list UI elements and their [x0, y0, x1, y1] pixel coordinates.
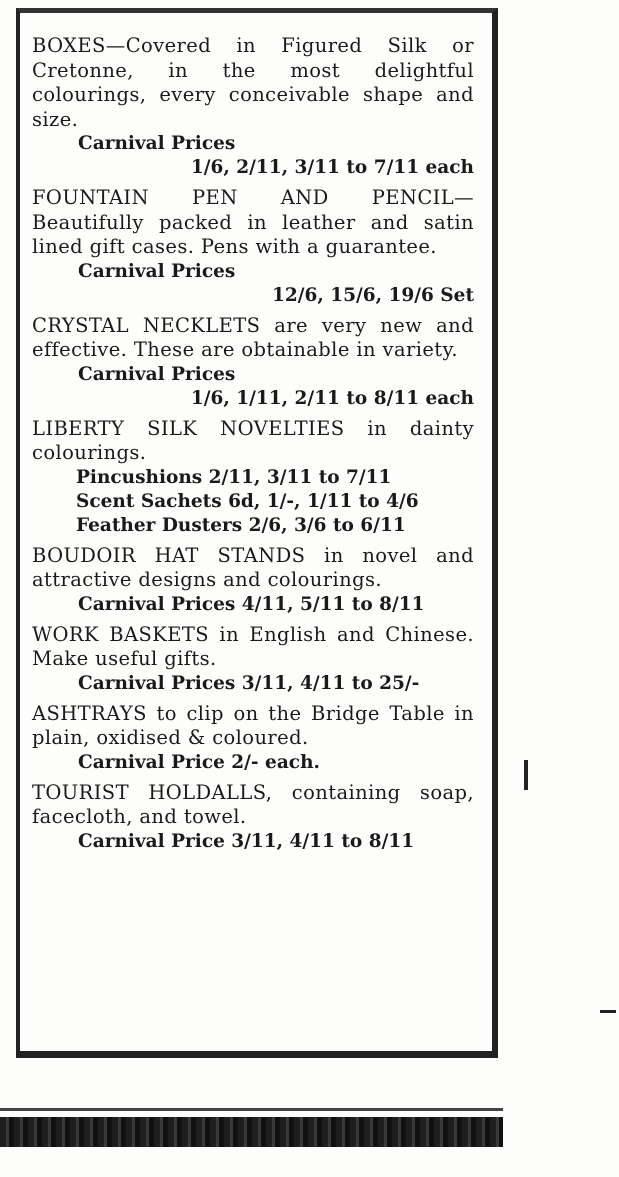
item-description: ASHTRAYS to clip on the Bridge Table in plain, oxidised & coloured.	[32, 701, 474, 749]
price-line: Feather Dusters 2/6, 3/6 to 6/11	[76, 514, 406, 536]
item-liberty-silk	[32, 417, 474, 538]
price-heading: Carnival Prices	[78, 363, 236, 385]
item-description: LIBERTY SILK NOVELTIES in dainty colourings.	[32, 416, 474, 464]
ink-speck	[524, 760, 528, 790]
item-description: WORK BASKETS in English and Chinese. Make useful gifts.	[32, 622, 474, 670]
item-work-baskets	[32, 623, 474, 696]
price-line: 12/6, 15/6, 19/6 Set	[271, 284, 474, 306]
item-description: CRYSTAL NECKLETS are very new and effective. These are obtainable in variety.	[32, 313, 474, 361]
price-line: Carnival Price 3/11, 4/11 to 8/11	[78, 830, 415, 852]
price-heading: Carnival Prices	[78, 260, 236, 282]
scan-edge-bar	[0, 1117, 503, 1147]
item-boxes	[32, 34, 474, 180]
scan-rule	[0, 1108, 503, 1111]
price-line: Pincushions 2/11, 3/11 to 7/11	[76, 466, 392, 488]
item-tourist-holdalls	[32, 781, 474, 854]
item-ashtrays	[32, 702, 474, 775]
item-boudoir-hat-stands	[32, 544, 474, 617]
price-line: Carnival Prices 3/11, 4/11 to 25/-	[78, 672, 420, 694]
price-line: 1/6, 2/11, 3/11 to 7/11 each	[190, 157, 474, 178]
item-description: BOUDOIR HAT STANDS in novel and attractive designs and colourings.	[32, 543, 474, 591]
item-description: TOURIST HOLDALLS, containing soap, facecloth, and towel.	[32, 780, 474, 828]
item-description: FOUNTAIN PEN AND PENCIL—Beautifully packed in leather and satin lined gift cases. Pens with a guarantee.	[32, 186, 474, 258]
price-line: 1/6, 1/11, 2/11 to 8/11 each	[190, 387, 474, 409]
item-description: BOXES—Covered in Figured Silk or Cretonne, in the most delightful colourings, every conceivable shape and size.	[32, 34, 474, 131]
price-line: Carnival Prices 4/11, 5/11 to 8/11	[78, 593, 425, 615]
price-heading: Carnival Prices	[78, 133, 236, 154]
item-crystal-necklets	[32, 314, 474, 411]
item-fountain-pen	[32, 186, 474, 308]
price-line: Scent Sachets 6d, 1/-, 1/11 to 4/6	[76, 490, 419, 512]
advertisement-column	[32, 34, 474, 854]
ink-speck	[600, 1010, 616, 1013]
price-line: Carnival Price 2/- each.	[78, 751, 320, 773]
